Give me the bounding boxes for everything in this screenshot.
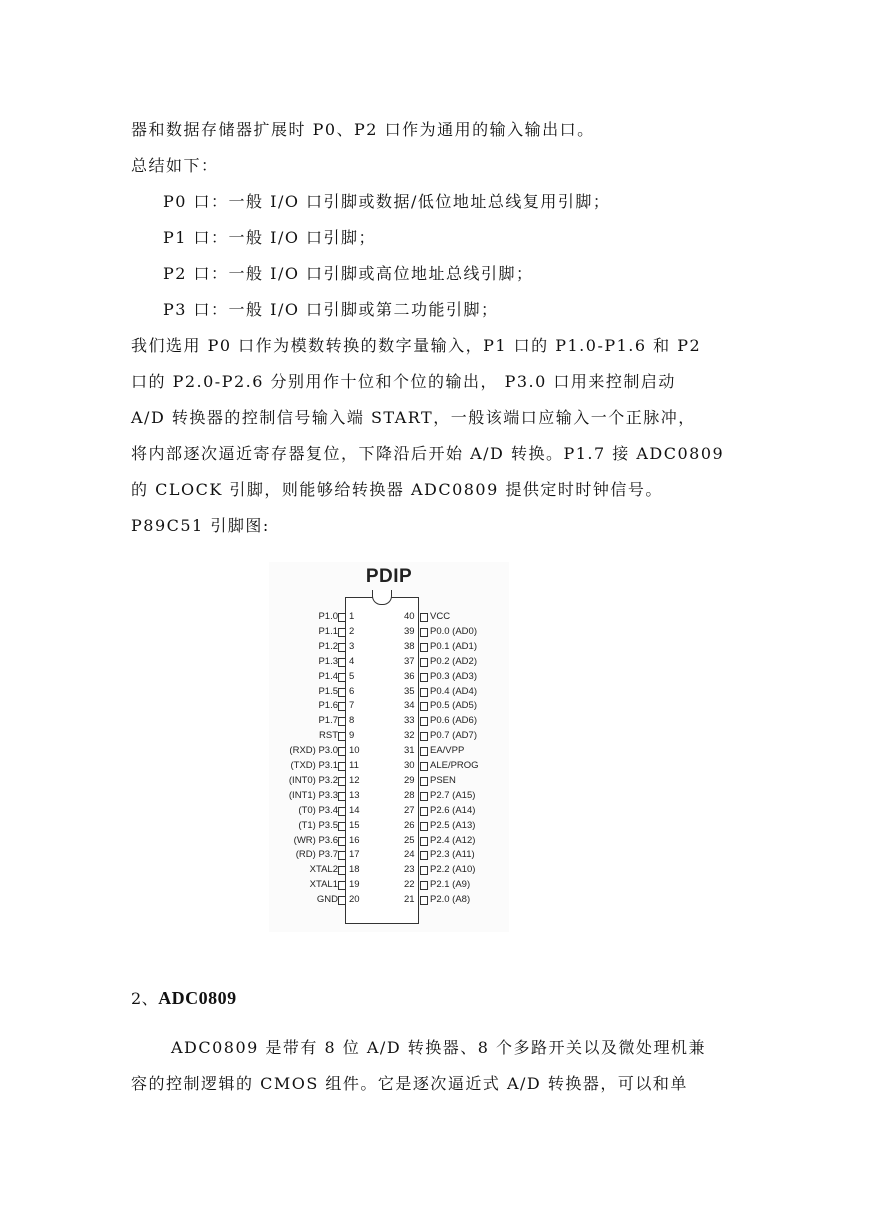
pin-pad <box>420 747 428 756</box>
pin-number: 40 <box>404 611 415 622</box>
pin-name: PSEN <box>430 774 456 786</box>
pin-pad <box>420 717 428 726</box>
pin-right <box>269 775 509 789</box>
pin-name: (RD) P3.7 <box>295 849 338 861</box>
pin-name: P2.0 (A8) <box>430 894 471 906</box>
pin-number: 3 <box>349 640 355 652</box>
pin-right <box>269 641 509 655</box>
text-line: 的 CLOCK 引脚，则能够给转换器 ADC0809 提供定时时钟信号。 <box>131 480 663 499</box>
pin-number: 13 <box>349 789 360 801</box>
pin-number: 7 <box>349 700 355 712</box>
pin-name: GND <box>316 894 338 906</box>
pin-name: ALE/PROG <box>430 760 479 771</box>
pin-number: 2 <box>349 625 355 637</box>
pin-pad <box>420 851 428 860</box>
pin-name: P1.3 <box>318 655 338 667</box>
pin-right <box>269 626 509 640</box>
pin-number: 14 <box>349 804 360 816</box>
pin-pad <box>420 628 428 637</box>
pin-right <box>269 879 509 893</box>
pin-right <box>269 894 509 908</box>
pin-name: (T0) P3.4 <box>298 804 338 816</box>
pin-number: 31 <box>404 745 415 757</box>
pin-number: 28 <box>404 789 415 801</box>
pin-number: 33 <box>404 715 415 727</box>
pin-pad <box>420 732 428 741</box>
pin-number: 12 <box>349 774 360 786</box>
pin-name: EA/VPP <box>430 745 465 757</box>
list-item-p2: P2 口：一般 I/O 口引脚或高位地址总线引脚； <box>163 264 534 283</box>
section-heading <box>131 988 751 1009</box>
pin-number: 10 <box>349 745 360 757</box>
pin-name: P1.0 <box>318 611 338 622</box>
section-number: 2、 <box>131 989 159 1008</box>
pin-name: P2.5 (A13) <box>430 819 476 831</box>
pin-pad <box>420 896 428 905</box>
pin-name: VCC <box>430 611 451 622</box>
pin-pad <box>420 807 428 816</box>
text-line: 口的 P2.0-P2.6 分别用作十位和个位的输出， P3.0 口用来控制启动 <box>131 372 676 391</box>
pin-name: P0.6 (AD6) <box>430 715 477 727</box>
pin-name: (WR) P3.6 <box>293 834 338 846</box>
pin-name: P1.4 <box>318 670 338 682</box>
list-item-p3: P3 口：一般 I/O 口引脚或第二功能引脚； <box>163 300 499 319</box>
pin-pad <box>420 792 428 801</box>
figure-title: PDIP <box>365 566 413 587</box>
pin-number: 24 <box>404 849 415 861</box>
pin-number: 30 <box>404 760 415 771</box>
pin-number: 11 <box>349 760 359 771</box>
list-item-p0: P0 口：一般 I/O 口引脚或数据/低位地址总线复用引脚； <box>163 192 611 211</box>
pin-number: 4 <box>349 655 355 667</box>
pin-right <box>269 656 509 670</box>
pin-number: 17 <box>349 849 360 861</box>
pin-name: P0.0 (AD0) <box>430 625 477 637</box>
pin-name: P1.6 <box>318 700 338 712</box>
pin-pad <box>420 822 428 831</box>
list-item-p1: P1 口：一般 I/O 口引脚； <box>163 228 377 247</box>
pin-right <box>269 700 509 714</box>
pin-name: P1.2 <box>318 640 338 652</box>
pin-name: P1.5 <box>318 685 338 697</box>
pin-number: 5 <box>349 670 355 682</box>
pin-number: 9 <box>349 730 355 742</box>
pin-pad <box>420 702 428 711</box>
pin-pad <box>420 643 428 652</box>
pin-number: 15 <box>349 819 360 831</box>
pinout-figure <box>269 562 509 932</box>
pin-right <box>269 849 509 863</box>
pin-number: 1 <box>349 611 355 622</box>
pin-number: 22 <box>404 879 415 891</box>
pin-name: P2.3 (A11) <box>430 849 475 861</box>
pin-number: 26 <box>404 819 415 831</box>
pin-number: 23 <box>404 864 415 876</box>
pin-name: P2.1 (A9) <box>430 879 471 891</box>
pin-name: P0.2 (AD2) <box>430 655 477 667</box>
pin-right <box>269 611 509 625</box>
pin-number: 20 <box>349 894 360 906</box>
text-line: 我们选用 P0 口作为模数转换的数字量输入，P1 口的 P1.0-P1.6 和 P2 <box>131 336 702 355</box>
pin-pad <box>420 881 428 890</box>
pin-right <box>269 715 509 729</box>
pin-name: XTAL1 <box>309 879 338 891</box>
pin-number: 34 <box>404 700 415 712</box>
pin-number: 35 <box>404 685 415 697</box>
text-line: 器和数据存储器扩展时 P0、P2 口作为通用的输入输出口。 <box>131 120 595 139</box>
pin-number: 8 <box>349 715 355 727</box>
pin-number: 16 <box>349 834 360 846</box>
pin-name: P0.3 (AD3) <box>430 670 477 682</box>
pin-number: 37 <box>404 655 415 667</box>
pin-number: 36 <box>404 670 415 682</box>
pin-right <box>269 760 509 774</box>
pin-name: (TXD) P3.1 <box>290 760 338 771</box>
pin-pad <box>420 658 428 667</box>
pin-pad <box>420 762 428 771</box>
pin-right <box>269 745 509 759</box>
pin-name: P0.4 (AD4) <box>430 685 477 697</box>
pin-number: 39 <box>404 625 415 637</box>
pin-name: P2.4 (A12) <box>430 834 476 846</box>
pin-name: P1.1 <box>318 625 338 637</box>
section-title: ADC0809 <box>158 988 237 1008</box>
pin-right <box>269 686 509 700</box>
pin-name: (RXD) P3.0 <box>289 745 338 757</box>
pin-name: P2.7 (A15) <box>430 789 476 801</box>
pin-right <box>269 820 509 834</box>
pin-right <box>269 805 509 819</box>
pin-number: 18 <box>349 864 360 876</box>
pin-name: P0.5 (AD5) <box>430 700 477 712</box>
pin-number: 6 <box>349 685 355 697</box>
pin-pad <box>420 673 428 682</box>
pin-name: (T1) P3.5 <box>298 819 338 831</box>
pin-right <box>269 835 509 849</box>
pin-name: (INT1) P3.3 <box>288 789 338 801</box>
pin-name: P1.7 <box>318 715 338 727</box>
pin-name: XTAL2 <box>309 864 338 876</box>
text-line: ADC0809 是带有 8 位 A/D 转换器、8 个多路开关以及微处理机兼 <box>171 1038 706 1057</box>
text-line: 将内部逐次逼近寄存器复位，下降沿后开始 A/D 转换。P1.7 接 ADC0809 <box>131 444 725 463</box>
pin-name: (INT0) P3.2 <box>288 774 338 786</box>
pin-name: P2.6 (A14) <box>430 804 476 816</box>
pin-number: 38 <box>404 640 415 652</box>
text-line: A/D 转换器的控制信号输入端 START，一般该端口应输入一个正脉冲， <box>131 408 696 427</box>
pin-right <box>269 790 509 804</box>
pin-pad <box>420 688 428 697</box>
summary-heading: 总结如下： <box>131 156 219 175</box>
pin-name: RST <box>319 730 338 742</box>
pin-number: 19 <box>349 879 360 891</box>
pin-number: 25 <box>404 834 415 846</box>
pin-name: P0.7 (AD7) <box>430 730 477 742</box>
text-line: 容的控制逻辑的 CMOS 组件。它是逐次逼近式 A/D 转换器，可以和单 <box>131 1074 688 1093</box>
pin-number: 21 <box>404 894 415 906</box>
pin-name: P2.2 (A10) <box>430 864 476 876</box>
pin-number: 27 <box>404 804 415 816</box>
pin-right <box>269 671 509 685</box>
pin-pad <box>420 837 428 846</box>
pin-pad <box>420 613 428 622</box>
pin-number: 32 <box>404 730 415 742</box>
figure-caption: P89C51 引脚图: <box>131 516 270 535</box>
pin-name: P0.1 (AD1) <box>430 640 477 652</box>
pin-pad <box>420 866 428 875</box>
pin-right <box>269 730 509 744</box>
pin-pad <box>420 777 428 786</box>
pin-number: 29 <box>404 774 415 786</box>
pin-right <box>269 864 509 878</box>
